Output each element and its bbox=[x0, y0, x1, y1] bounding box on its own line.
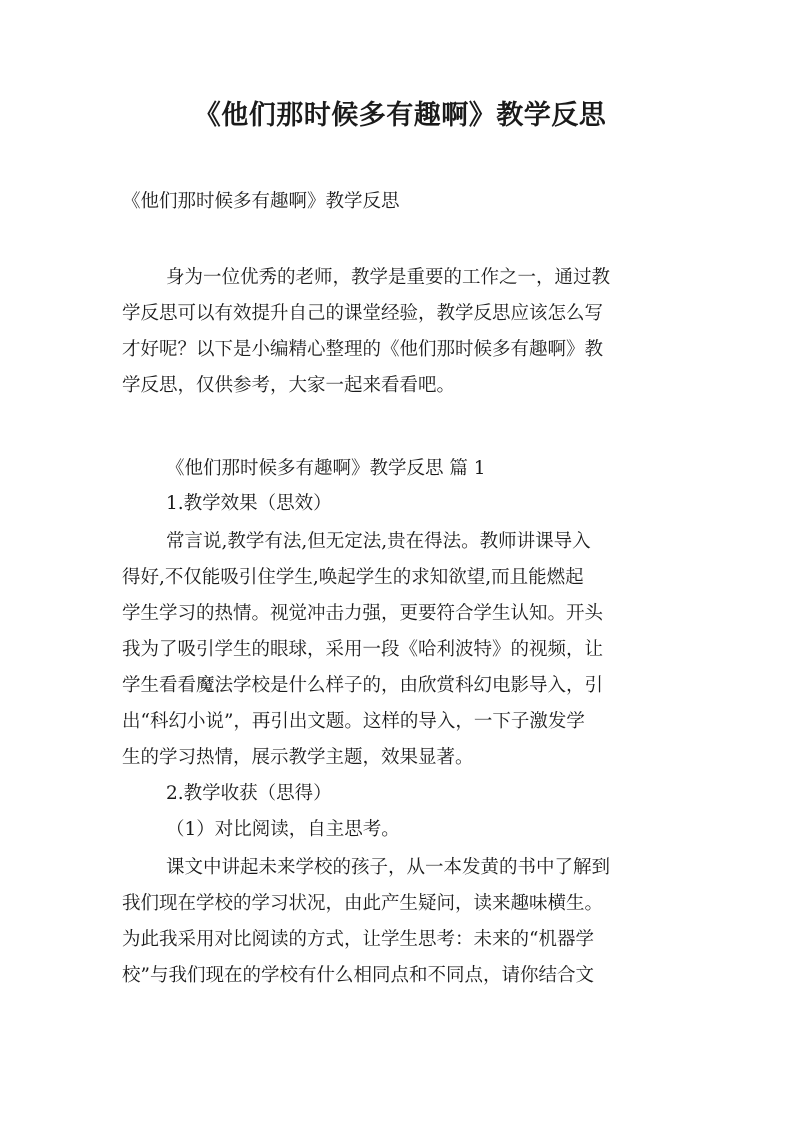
paragraph-line: 常言说,教学有法,但无定法,贵在得法。教师讲课导入 bbox=[166, 531, 591, 552]
sub-heading-comparative-reading: （1）对比阅读，自主思考。 bbox=[166, 819, 400, 840]
document-title: 《他们那时候多有趣啊》教学反思 bbox=[193, 100, 607, 131]
paragraph-line: 学生看看魔法学校是什么样子的，由欣赏科幻电影导入，引 bbox=[122, 675, 604, 696]
document-subtitle: 《他们那时候多有趣啊》教学反思 bbox=[122, 191, 400, 212]
intro-line: 才好呢？以下是小编精心整理的《他们那时候多有趣啊》教 bbox=[122, 339, 604, 360]
paragraph-line: 生的学习热情，展示教学主题，效果显著。 bbox=[122, 747, 474, 768]
heading-teaching-gain: 2.教学收获（思得） bbox=[166, 783, 332, 804]
section-heading: 《他们那时候多有趣啊》教学反思 篇 1 bbox=[166, 458, 486, 479]
paragraph-line: 出“科幻小说”，再引出文题。这样的导入，一下子激发学 bbox=[122, 711, 585, 732]
paragraph-line: 为此我采用对比阅读的方式，让学生思考：未来的“机器学 bbox=[122, 929, 594, 950]
paragraph-line: 我为了吸引学生的眼球，采用一段《哈利波特》的视频，让 bbox=[122, 639, 604, 660]
paragraph-line: 校”与我们现在的学校有什么相同点和不同点，请你结合文 bbox=[122, 965, 594, 986]
intro-line: 学反思，仅供参考，大家一起来看看吧。 bbox=[122, 375, 456, 396]
intro-line: 身为一位优秀的老师，教学是重要的工作之一，通过教 bbox=[166, 267, 611, 288]
paragraph-line: 我们现在学校的学习状况，由此产生疑问，读来趣味横生。 bbox=[122, 893, 604, 914]
paragraph-line: 学生学习的热情。视觉冲击力强，更要符合学生认知。开头 bbox=[122, 603, 604, 624]
paragraph-line: 课文中讲起未来学校的孩子，从一本发黄的书中了解到 bbox=[166, 857, 611, 878]
intro-line: 学反思可以有效提升自己的课堂经验，教学反思应该怎么写 bbox=[122, 303, 604, 324]
paragraph-line: 得好,不仅能吸引住学生,唤起学生的求知欲望,而且能燃起 bbox=[122, 567, 584, 588]
heading-teaching-effect: 1.教学效果（思效） bbox=[166, 493, 332, 514]
